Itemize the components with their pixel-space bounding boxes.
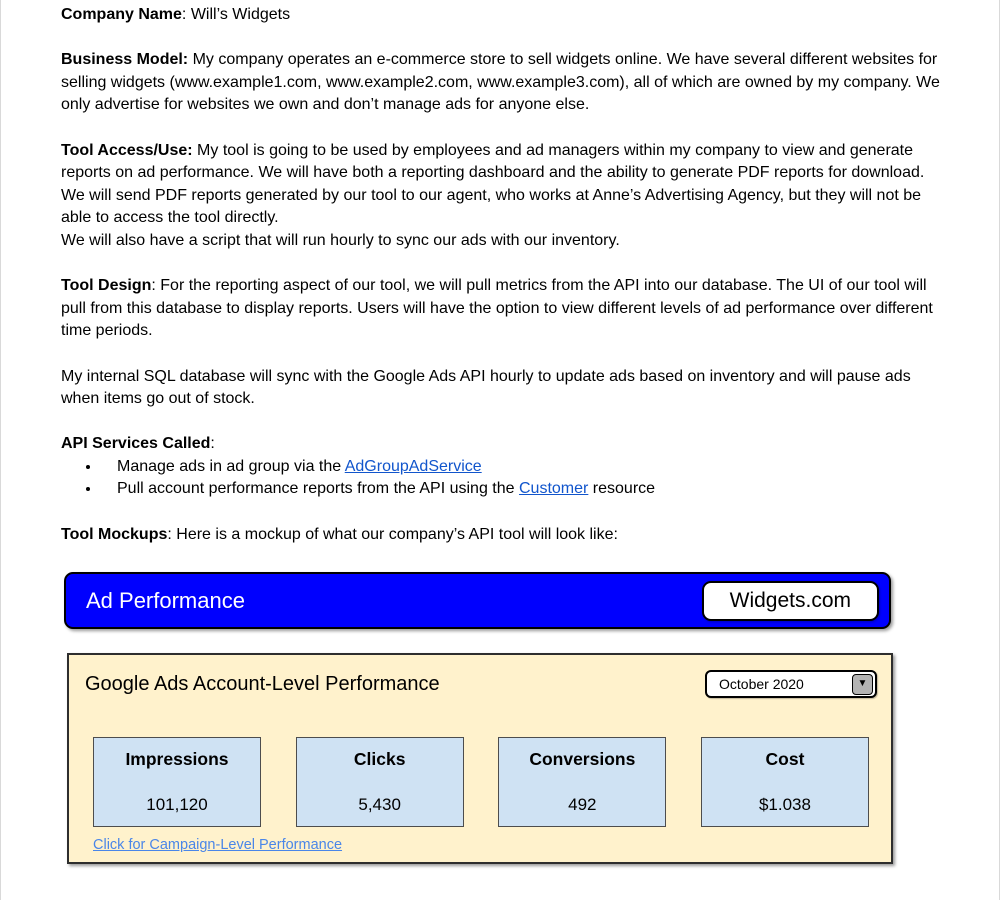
company-name-label: Company Name (61, 6, 182, 23)
list-item (101, 478, 941, 501)
metric-label: Conversions (529, 749, 636, 770)
metric-value: 101,120 (146, 795, 208, 815)
metric-label: Impressions (125, 749, 229, 770)
month-dropdown-value: October 2020 (719, 676, 804, 693)
tool-design-text: : For the reporting aspect of our tool, we will pull metrics from the API into our database. The UI of our tool will pull from this database to display reports. Users will have the option to view different levels of ad performance over different time periods. (61, 277, 933, 340)
sql-sync-text: My internal SQL database will sync with the Google Ads API hourly to update ads based on inventory and will pause ads when items go out of stock. (61, 367, 911, 408)
business-model-text: My company operates an e-commerce store to sell widgets online. We have several different websites for selling widgets (www.example1.com, www.example2.com, www.example3.com), all of which are owned by my company. We only advertise for websites we own and don’t manage ads for anyone else. (61, 51, 940, 114)
mockup-header-bar (64, 572, 891, 629)
tool-access-paragraph (61, 140, 941, 253)
campaign-level-link[interactable]: Click for Campaign-Level Performance (93, 837, 343, 854)
api-services-list (61, 456, 941, 501)
tool-design-paragraph (61, 275, 941, 343)
tool-mockups-line (61, 524, 941, 547)
widgets-com-button[interactable]: Widgets.com (702, 581, 879, 621)
tool-design-label: Tool Design (61, 277, 152, 295)
panel-title: Google Ads Account-Level Performance (85, 673, 440, 696)
panel-header-row (83, 670, 877, 698)
company-name-value: : Will’s Widgets (181, 6, 291, 23)
metric-label: Clicks (353, 749, 406, 770)
tool-mockups-label: Tool Mockups (61, 525, 168, 543)
tool-access-label: Tool Access/Use: (61, 141, 193, 159)
metrics-row (93, 737, 869, 827)
document-page (1, 0, 999, 864)
customer-link[interactable]: Customer (518, 480, 589, 498)
tool-access-text-line2: We will also have a script that will run hourly to sync our ads with our inventory. (61, 231, 620, 249)
account-performance-panel (67, 653, 893, 864)
bullet-text: Pull account performance reports from the API using the (117, 480, 519, 498)
api-services-label: API Services Called (61, 435, 211, 453)
metric-value: $1.038 (758, 795, 811, 815)
company-name-line (61, 4, 941, 27)
metric-value: 5,430 (358, 795, 401, 815)
sql-sync-paragraph (61, 366, 941, 411)
adgroupadservice-link[interactable]: AdGroupAdService (344, 457, 482, 475)
tool-mockups-text: : Here is a mockup of what our company’s API tool will look like: (167, 525, 618, 543)
list-item (101, 456, 941, 479)
dropdown-arrow-icon[interactable]: ▼ (852, 674, 873, 695)
metric-card-impressions (93, 737, 261, 827)
tool-access-text: My tool is going to be used by employees and ad managers within my company to view and generate reports on ad performance. We will have both a reporting dashboard and the ability to generate PDF reports for download. We will send PDF reports generated by our tool to our agent, who works at Anne’s Advertising Agency, but they will not be able to access the tool directly. (61, 141, 925, 227)
api-services-colon: : (210, 435, 215, 453)
metric-card-cost (701, 737, 869, 827)
ad-performance-title: Ad Performance (86, 587, 245, 613)
metric-value: 492 (568, 795, 597, 815)
month-dropdown[interactable] (705, 670, 877, 698)
metric-card-clicks (296, 737, 464, 827)
business-model-paragraph (61, 49, 941, 117)
api-services-heading (61, 433, 941, 456)
bullet-text: Manage ads in ad group via the (117, 457, 345, 475)
metric-card-conversions (498, 737, 666, 827)
metric-label: Cost (765, 749, 805, 770)
bullet-text-post: resource (588, 480, 656, 498)
business-model-label: Business Model: (61, 51, 189, 69)
